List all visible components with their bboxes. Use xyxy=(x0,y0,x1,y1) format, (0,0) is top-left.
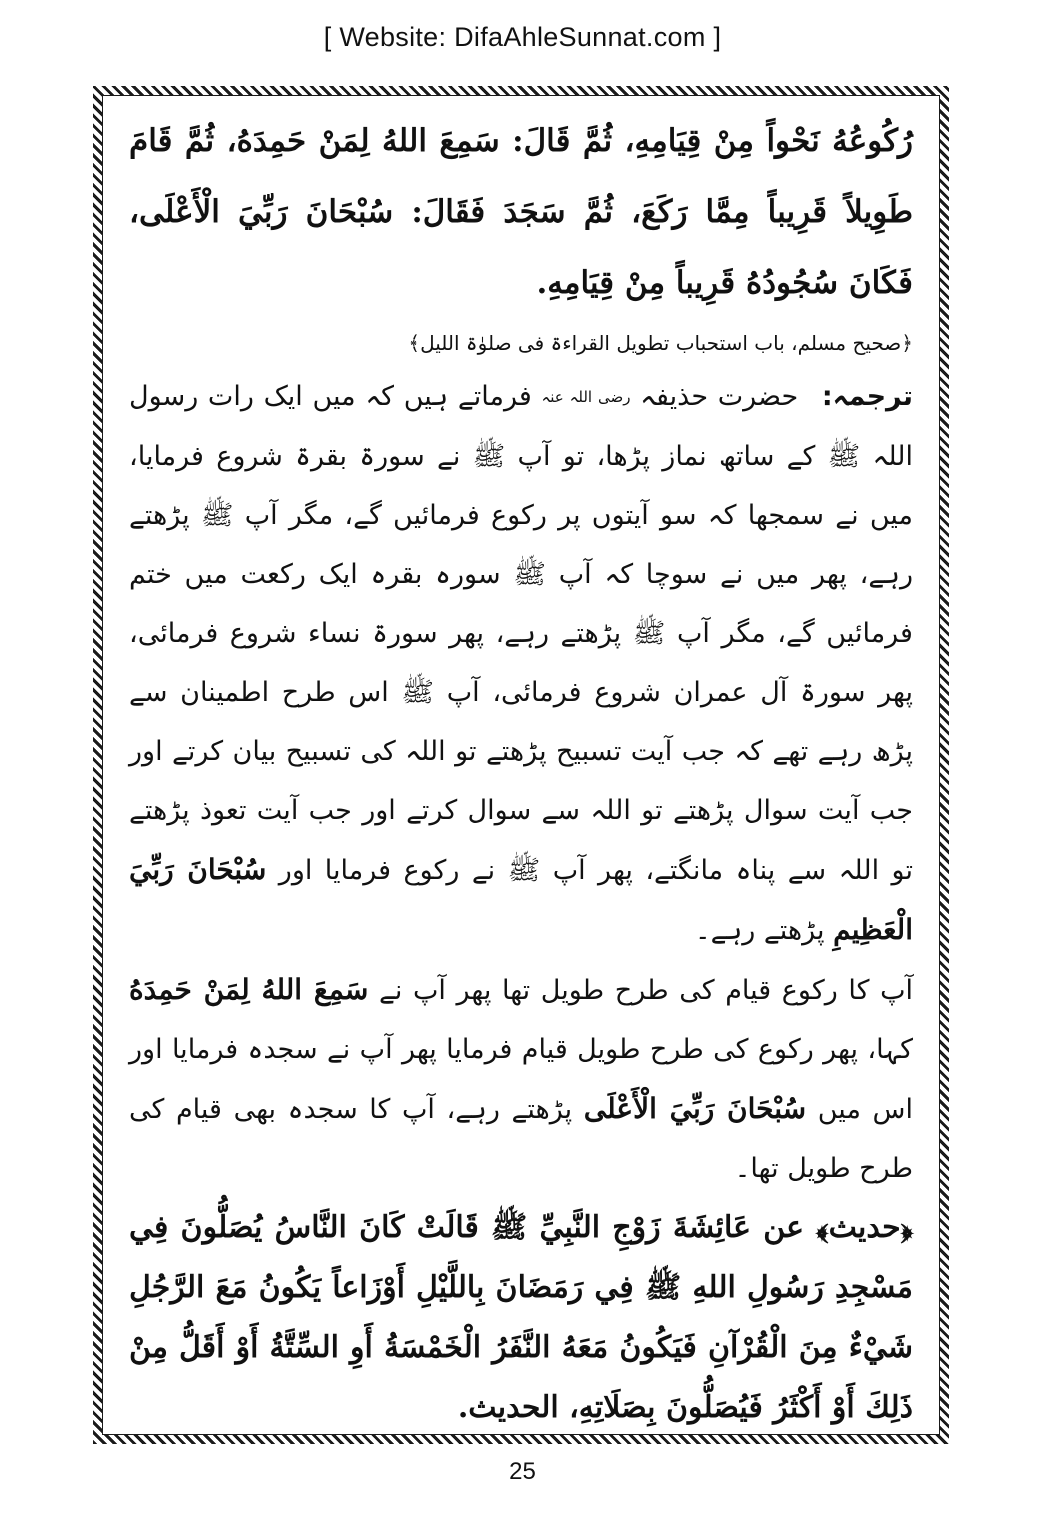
tasmi-phrase: سَمِعَ اللهُ لِمَنْ حَمِدَهُ xyxy=(129,973,369,1006)
decorative-border xyxy=(93,86,949,1444)
translation-text: حضرت حذیفہ xyxy=(640,381,799,412)
salawat-honorific: ﷺ xyxy=(472,441,506,472)
tasbih-phrase: سُبْحَانَ رَبِّيَ الْأَعْلَى xyxy=(583,1092,807,1125)
page-number: 25 xyxy=(509,1458,536,1485)
explanation-text: آپ کا رکوع قیام کی طرح طویل تھا پھر آپ نے xyxy=(379,975,913,1006)
hadith-citation: ﴿صحیح مسلم، باب استحباب تطویل القراءۃ فی صلوٰۃ اللیل﴾ xyxy=(408,331,913,355)
tasbih-phrase: سُبْحَانَ رَبِّيَ الْعَظِيمِ xyxy=(129,853,913,946)
salawat-honorific: ﷺ xyxy=(507,855,541,886)
explanation-text: پڑھتے رہے، آپ کا سجدہ بھی قیام کی طرح طویل تھا۔ xyxy=(129,1094,913,1184)
salawat-honorific: ﷺ xyxy=(827,441,861,472)
hadith-text: قَالَتْ كَانَ النَّاسُ يُصَلُّونَ فِي مَسْجِدِ رَسُولِ اللهِ xyxy=(129,1210,913,1305)
hadith-text: فِي رَمَضَانَ بِاللَّيْلِ أَوْزَاعاً يَكُونُ مَعَ الرَّجُلِ شَيْءٌ مِنَ الْقُرْآنِ فَيَكُونُ مَعَهُ النَّفَرُ الْخَمْسَةُ أَوِ السِّتَّةُ أَوْ أَقَلُّ مِنْ ذَلِكَ أَوْ أَكْثَرُ فَيُصَلُّونَ بِصَلَاتِهِ، الحديث. xyxy=(129,1270,913,1425)
explanation-text: کہا، پھر رکوع کی طرح طویل قیام فرمایا پھر آپ نے سجدہ فرمایا اور اس میں xyxy=(129,1034,913,1125)
salawat-honorific: ﷺ xyxy=(401,677,435,708)
salawat-honorific: ﷺ xyxy=(513,559,546,590)
translation-text: نے سورۃ بقرۃ شروع فرمایا، میں نے سمجھا کہ سو آیتوں پر رکوع فرمائیں گے، مگر آپ xyxy=(129,441,914,531)
translation-text: فرماتے ہیں کہ میں ایک رات رسول اللہ xyxy=(129,381,914,472)
translation-text: پڑھتے رہے۔ xyxy=(694,915,825,946)
page-content xyxy=(129,106,913,1435)
translation-text: اس طرح اطمینان سے پڑھ رہے تھے کہ جب آیت تسبیح پڑھتے تو اللہ کی تسبیح بیان کرتے اور جب آیت سوال پڑھتے تو اللہ سے سوال کرتے اور جب آیت تعوذ پڑھتے تو اللہ سے پناہ مانگتے، پھر آپ xyxy=(129,677,913,886)
urdu-explanation-paragraph xyxy=(129,960,913,1198)
translation-text: سورہ بقرہ ایک رکعت میں ختم فرمائیں گے، مگر آپ xyxy=(129,559,913,649)
website-header: [ Website: DifaAhleSunnat.com ] xyxy=(323,22,722,52)
hadith-label: ﴿حدیث﴾ xyxy=(816,1210,914,1245)
translation-text: نے رکوع فرمایا اور xyxy=(278,855,496,886)
translation-label: ترجمہ: xyxy=(821,381,913,412)
translation-text: پڑھتے رہے، پھر میں نے سوچا کہ آپ xyxy=(129,500,913,590)
radi-honorific: رضی اللہ عنہ xyxy=(541,388,631,406)
salawat-honorific: ﷺ xyxy=(644,1270,682,1305)
translation-text: پڑھتے رہے، پھر سورۃ نساء شروع فرمائی، پھر سورۃ آل عمران شروع فرمائی، آپ xyxy=(129,618,913,708)
salawat-honorific: ﷺ xyxy=(200,500,234,531)
salawat-honorific: ﷺ xyxy=(491,1210,528,1245)
urdu-translation-paragraph xyxy=(129,367,913,960)
hadith-arabic-text: رُكُوعُهُ نَحْواً مِنْ قِيَامِهِ، ثُمَّ قَالَ: سَمِعَ اللهُ لِمَنْ حَمِدَهُ، ثُمَّ قَامَ طَوِيلاً قَرِيباً مِمَّا رَكَعَ، ثُمَّ سَجَدَ فَقَالَ: سُبْحَانَ رَبِّيَ الْأَعْلَى، فَكَانَ سُجُودُهُ قَرِيباً مِنْ قِيَامِهِ. xyxy=(129,123,913,301)
salawat-honorific: ﷺ xyxy=(632,618,666,649)
content-frame xyxy=(102,95,940,1435)
translation-text: کے ساتھ نماز پڑھا، تو آپ xyxy=(517,441,816,472)
second-hadith xyxy=(129,1198,913,1435)
hadith-text: عن عَائِشَةَ زَوْجِ النَّبِيِّ xyxy=(539,1210,805,1245)
